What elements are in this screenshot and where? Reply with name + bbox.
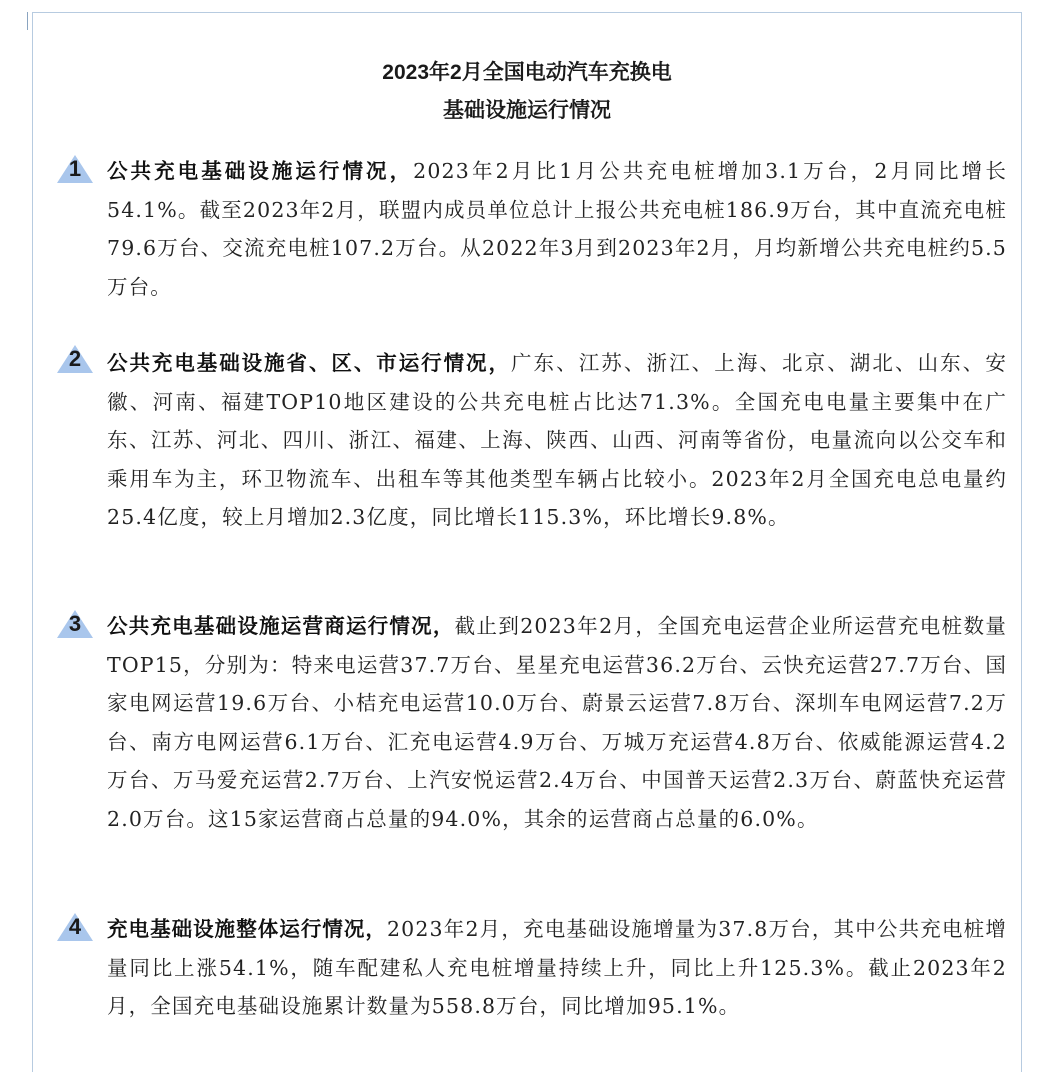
section-body: 截止到2023年2月，全国充电运营企业所运营充电桩数量TOP15，分别为：特来电运营37.7万台、星星充电运营36.2万台、云快充运营27.7万台、国家电网运营19.6万台、小桔充电运营10.0万台、蔚景云运营7.8万台、深圳车电网运营7.2万台、南方电网运营6.1万台、汇充电运营4.9万台、万城万充运营4.8万台、依威能源运营4.2万台、万马爱充运营2.7万台、上汽安悦运营2.4万台、中国普天运营2.3万台、蔚蓝快充运营2.0万台。这15家运营商占总量的94.0%，其余的运营商占总量的6.0%。 [107,614,1008,831]
article-frame [32,12,1022,1072]
section-heading: 公共充电基础设施省、区、市运行情况， [107,351,511,375]
section-number-badge: 1 [55,153,95,185]
section-heading: 公共充电基础设施运营商运行情况， [107,614,455,638]
page-title-line1: 2023年2月全国电动汽车充换电 [382,61,672,84]
section-paragraph [107,152,1007,306]
section-number-badge: 3 [55,608,95,640]
section-paragraph [107,910,1007,1026]
section-body: 广东、江苏、浙江、上海、北京、湖北、山东、安徽、河南、福建TOP10地区建设的公共充电桩占比达71.3%。全国充电电量主要集中在广东、江苏、河北、四川、浙江、福建、上海、陕西、山西、河南等省份，电量流向以公交车和乘用车为主，环卫物流车、出租车等其他类型车辆占比较小。2023年2月全国充电总电量约25.4亿度，较上月增加2.3亿度，同比增长115.3%，环比增长9.8%。 [107,351,1007,530]
page-title-line2: 基础设施运行情况 [443,99,611,122]
section-paragraph [107,344,1007,537]
section-paragraph [107,607,1007,839]
section-number-badge: 2 [55,343,95,375]
section-number-badge: 4 [55,911,95,943]
section-heading: 充电基础设施整体运行情况， [107,917,387,941]
frame-edge-mark [27,12,28,30]
section-heading: 公共充电基础设施运行情况， [107,159,414,183]
section-body: 2023年2月比1月公共充电桩增加3.1万台，2月同比增长54.1%。截至2023年2月，联盟内成员单位总计上报公共充电桩186.9万台，其中直流充电桩79.6万台、交流充电桩107.2万台。从2022年3月到2023年2月，月均新增公共充电桩约5.5万台。 [107,159,1008,299]
section-body: 2023年2月，充电基础设施增量为37.8万台，其中公共充电桩增量同比上涨54.1%，随车配建私人充电桩增量持续上升，同比上升125.3%。截止2023年2月，全国充电基础设施累计数量为558.8万台，同比增加95.1%。 [107,917,1007,1019]
